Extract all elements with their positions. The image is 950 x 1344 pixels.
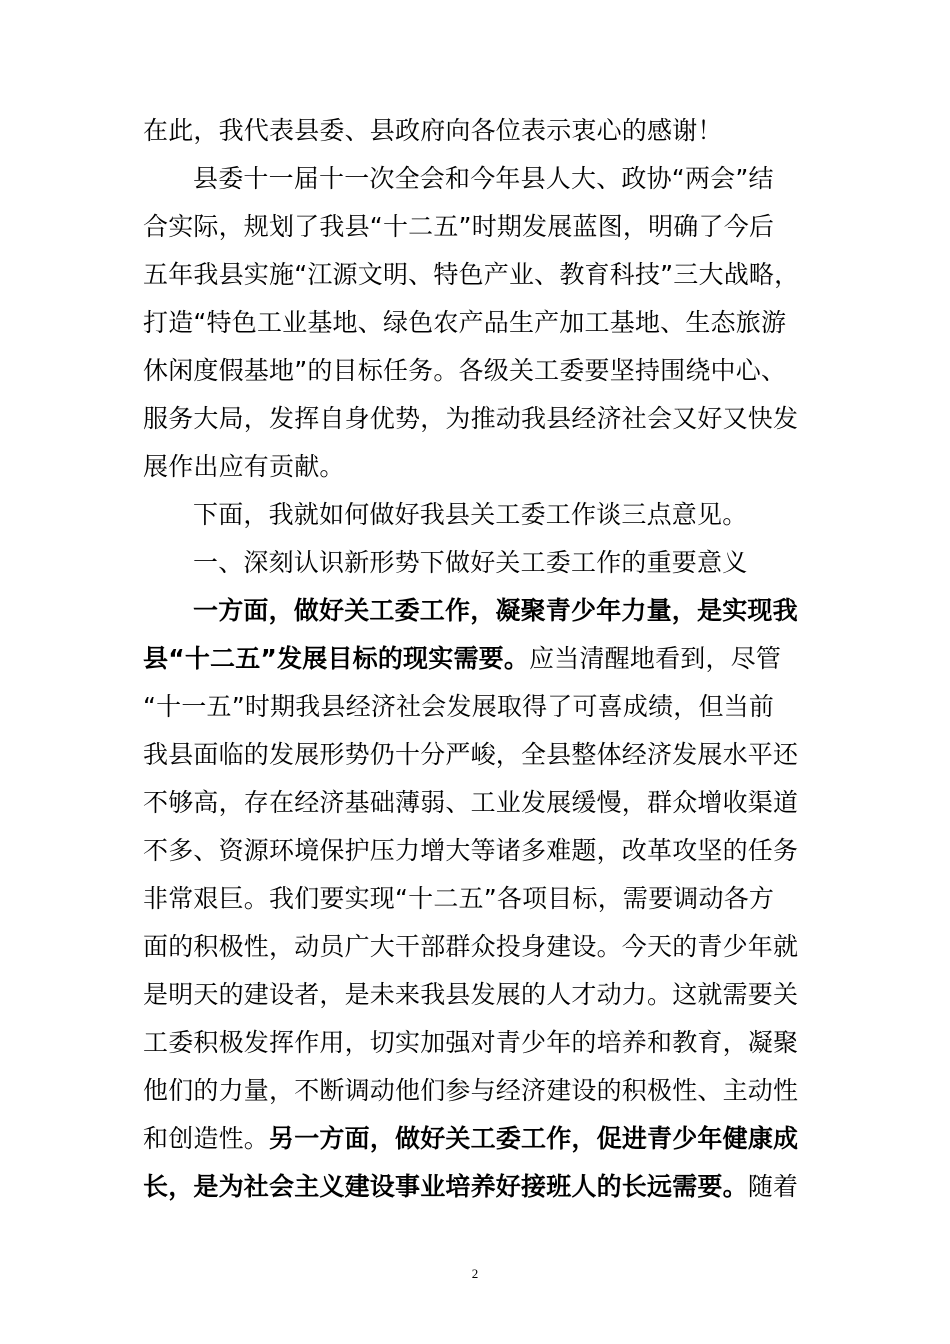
text-line — [143, 883, 815, 915]
text-segment: 随着 — [747, 1172, 799, 1201]
text-segment: 不多、资源环境保护压力增大等诸多难题，改革攻坚的任务 — [143, 836, 799, 865]
text-segment: 展作出应有贡献。 — [143, 452, 345, 481]
text-line — [143, 211, 815, 243]
text-segment: “十一五”时期我县经济社会发展取得了可喜成绩，但当前 — [143, 692, 775, 721]
text-line — [193, 499, 815, 531]
text-line — [143, 835, 815, 867]
text-line — [143, 307, 815, 339]
text-segment: 五年我县实施“江源文明、特色产业、教育科技”三大战略， — [143, 260, 800, 289]
bold-text-segment: 一方面，做好关工委工作，凝聚青少年力量，是实现我 — [193, 596, 798, 625]
text-segment: 下面，我就如何做好我县关工委工作谈三点意见。 — [193, 500, 748, 529]
text-line — [143, 643, 815, 675]
text-segment: 一、深刻认识新形势下做好关工委工作的重要意义 — [193, 548, 748, 577]
text-segment: 服务大局，发挥自身优势，为推动我县经济社会又好又快发 — [143, 404, 799, 433]
text-segment: 不够高，存在经济基础薄弱、工业发展缓慢，群众增收渠道 — [143, 788, 799, 817]
bold-text-segment: 长，是为社会主义建设事业培养好接班人的长远需要。 — [143, 1172, 748, 1201]
text-line — [143, 115, 815, 147]
text-line — [143, 979, 815, 1011]
text-line — [143, 1075, 815, 1107]
bold-text-segment: 县“十二五”发展目标的现实需要。 — [143, 644, 530, 673]
text-line — [143, 1027, 815, 1059]
text-segment: 在此，我代表县委、县政府向各位表示衷心的感谢！ — [143, 116, 723, 145]
text-segment: 和创造性。 — [143, 1124, 270, 1153]
text-line — [193, 547, 815, 579]
text-line — [143, 691, 815, 723]
text-line — [143, 355, 815, 387]
bold-text-segment: 另一方面，做好关工委工作，促进青少年健康成 — [269, 1124, 799, 1153]
text-segment: 我县面临的发展形势仍十分严峻，全县整体经济发展水平还 — [143, 740, 799, 769]
text-segment: 他们的力量，不断调动他们参与经济建设的积极性、主动性 — [143, 1076, 799, 1105]
text-line — [143, 1123, 815, 1155]
text-line — [193, 595, 815, 627]
text-line — [193, 163, 815, 195]
text-line — [143, 1171, 815, 1203]
text-line — [143, 403, 815, 435]
text-segment: 合实际，规划了我县“十二五”时期发展蓝图，明确了今后 — [143, 212, 775, 241]
text-line — [143, 259, 815, 291]
text-segment: 面的积极性，动员广大干部群众投身建设。今天的青少年就 — [143, 932, 799, 961]
text-segment: 休闲度假基地”的目标任务。各级关工委要坚持围绕中心、 — [143, 356, 787, 385]
text-segment: 非常艰巨。我们要实现“十二五”各项目标，需要调动各方 — [143, 884, 775, 913]
text-segment: 工委积极发挥作用，切实加强对青少年的培养和教育，凝聚 — [143, 1028, 799, 1057]
text-segment: 打造“特色工业基地、绿色农产品生产加工基地、生态旅游 — [143, 308, 787, 337]
text-segment: 是明天的建设者，是未来我县发展的人才动力。这就需要关 — [143, 980, 799, 1009]
text-segment: 县委十一届十一次全会和今年县人大、政协“两会”结 — [193, 164, 774, 193]
text-segment: 应当清醒地看到，尽管 — [529, 644, 782, 673]
text-line — [143, 931, 815, 963]
text-line — [143, 451, 815, 483]
page-number: 2 — [471, 1266, 479, 1281]
text-line — [143, 787, 815, 819]
text-line — [143, 739, 815, 771]
